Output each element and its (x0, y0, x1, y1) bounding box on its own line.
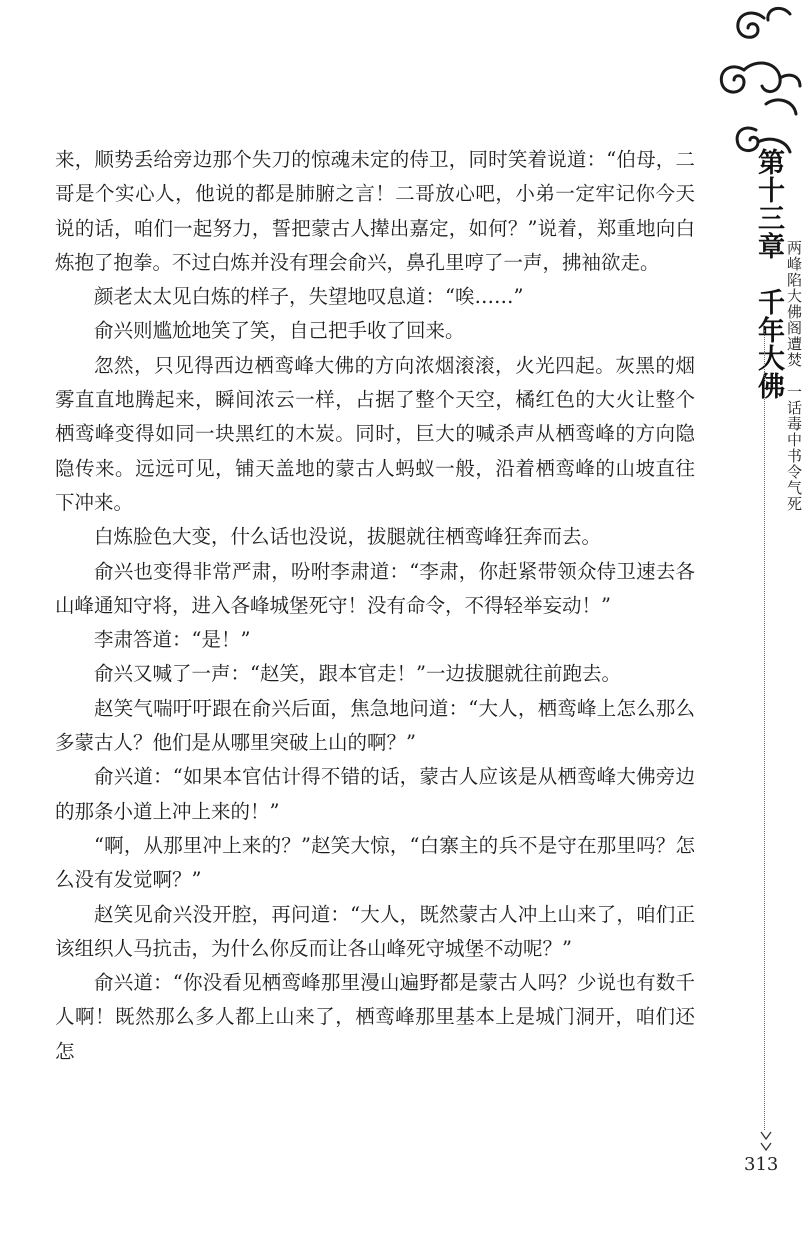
paragraph: 来，顺势丢给旁边那个失刀的惊魂未定的侍卫，同时笑着说道：“伯母，二哥是个实心人，他说的都是肺腑之言！二哥放心吧，小弟一定牢记你今天说的话，咱们一起努力，誓把蒙古人撵出嘉定，如何？”说着，郑重地向白炼抱了抱拳。不过白炼并没有理会俞兴，鼻孔里哼了一声，拂袖欲走。 (55, 148, 695, 274)
paragraph: 颜老太太见白炼的样子，失望地叹息道：“唉……” (94, 285, 524, 309)
paragraph: 俞兴则尴尬地笑了笑，自己把手收了回来。 (94, 319, 465, 343)
paragraph: 李肃答道：“是！” (94, 628, 251, 652)
paragraph: 俞兴也变得非常严肃，吩咐李肃道：“李肃，你赶紧带领众侍卫速去各山峰通知守将，进入各峰城堡死守！没有命令，不得轻举妄动！” (55, 559, 695, 617)
paragraph: 赵笑气喘吁吁跟在俞兴后面，焦急地问道：“大人，栖鸾峰上怎么那么多蒙古人？他们是从哪里突破上山的啊？” (55, 696, 695, 755)
chapter-sidebar (744, 0, 803, 1249)
paragraph: 俞兴道：“如果本官估计得不错的话，蒙古人应该是从栖鸾峰大佛旁边的那条小道上冲上来的！” (55, 765, 695, 823)
paragraph: 白炼脸色大变，什么话也没说，拔腿就往栖鸾峰狂奔而去。 (94, 525, 602, 549)
paragraph: 赵笑见俞兴没开腔，再问道：“大人，既然蒙古人冲上山来了，咱们正该组织人马抗击，为什么你反而让各山峰死守城堡不动呢？” (55, 902, 695, 960)
paragraph: 俞兴道：“你没看见栖鸾峰那里漫山遍野都是蒙古人吗？少说也有数千人啊！既然那么多人都上山来了，栖鸾峰那里基本上是城门洞开，咱们还怎 (55, 971, 695, 1063)
chapter-title: 第十三章 千年大佛 (753, 148, 784, 400)
paragraph: 忽然，只见得西边栖鸾峰大佛的方向浓烟滚滚，火光四起。灰黑的烟雾直直地腾起来，瞬间浓云一样，占据了整个天空，橘红色的大火让整个栖鸾峰变得如同一块黑红的木炭。同时，巨大的喊杀声从栖鸾峰的方向隐隐传来。远远可见，铺天盖地的蒙古人蚂蚁一般，沿着栖鸾峰的山坡直往下冲来。 (55, 353, 695, 514)
body-text (55, 143, 695, 1069)
page-number: 313 (744, 1154, 779, 1175)
dotted-divider (764, 330, 765, 1130)
chevron-down-icon (759, 1128, 773, 1156)
paragraph: 俞兴又喊了一声：“赵笑，跟本官走！”一边拔腿就往前跑去。 (94, 662, 621, 686)
section-title: 两峰陷大佛阁遭焚 一话毒中书令气死 (785, 240, 803, 512)
paragraph: “啊，从那里冲上来的？”赵笑大惊，“白寨主的兵不是守在那里吗？怎么没有发觉啊？” (55, 833, 695, 892)
